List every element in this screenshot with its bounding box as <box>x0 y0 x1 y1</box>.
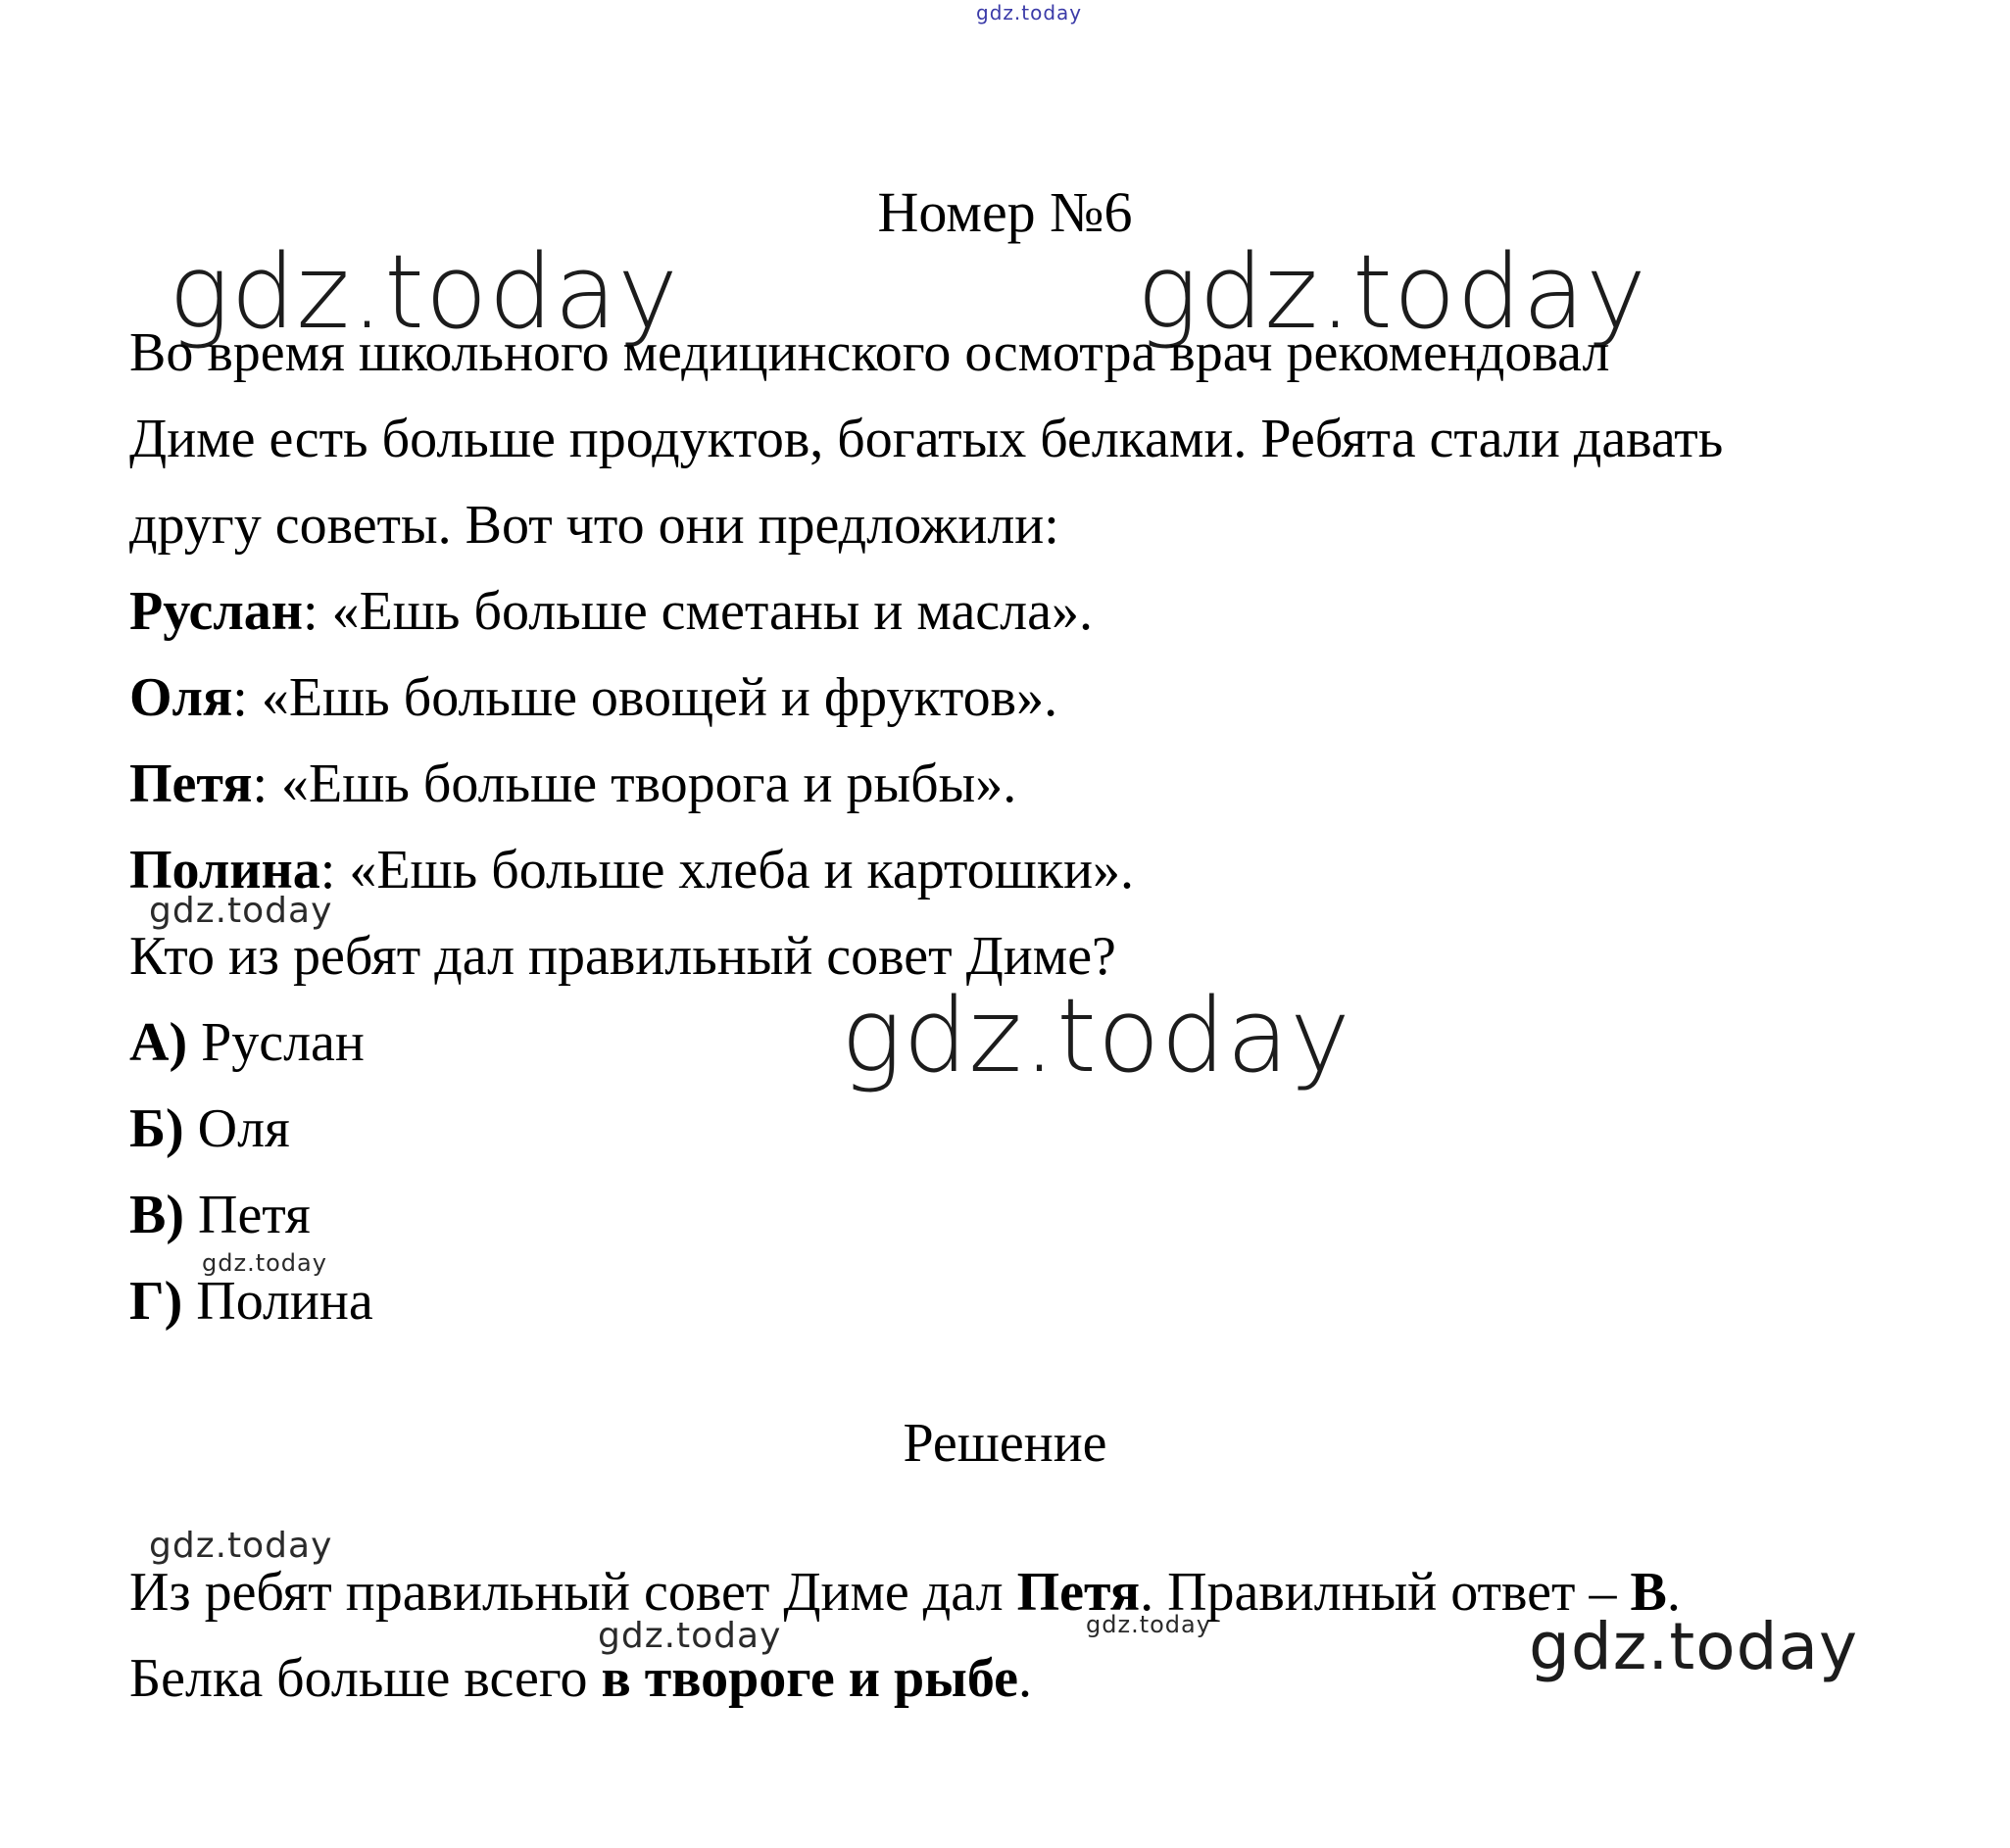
option-g <box>129 1269 373 1334</box>
advice-olya <box>129 665 1057 730</box>
watermark-top: gdz.today <box>976 1 1083 24</box>
intro-line-2: Диме есть больше продуктов, богатых белками. Ребята стали давать <box>129 409 1724 469</box>
watermark-large-center: gdz.today <box>841 976 1351 1095</box>
option-text: Оля <box>183 1098 290 1159</box>
intro-line-3: другу советы. Вот что они предложили: <box>129 495 1059 556</box>
option-text: Петя <box>184 1185 311 1245</box>
watermark-large-right: gdz.today <box>1137 232 1647 352</box>
advice-name: Оля <box>129 667 233 728</box>
solution-line-2 <box>129 1646 1032 1711</box>
solution-text: . <box>1018 1648 1033 1709</box>
advice-text: : «Ешь больше хлеба и картошки». <box>319 840 1135 900</box>
advice-polina <box>129 838 1134 902</box>
intro-line-1: Во время школьного медицинского осмотра врач рекомендовал <box>129 322 1610 383</box>
solution-text: Из ребят правильный совет Диме дал <box>129 1562 1017 1623</box>
watermark-medium-right: gdz.today <box>1529 1609 1859 1684</box>
option-v <box>129 1183 311 1247</box>
watermark-large-left: gdz.today <box>169 232 679 352</box>
option-letter: А) <box>129 1012 188 1073</box>
option-a <box>129 1010 365 1075</box>
advice-name: Петя <box>129 754 253 814</box>
solution-answer: В <box>1630 1562 1667 1623</box>
advice-name: Руслан <box>129 581 304 642</box>
advice-petya <box>129 752 1016 816</box>
question: Кто из ребят дал правильный совет Диме? <box>129 926 1116 987</box>
solution-text: Белка больше всего <box>129 1648 602 1709</box>
watermark-small-5: gdz.today <box>598 1616 782 1656</box>
option-letter: Б) <box>129 1098 184 1159</box>
advice-text: : «Ешь больше сметаны и масла». <box>303 581 1093 642</box>
solution-heading: Решение <box>903 1413 1107 1474</box>
watermark-small-1: gdz.today <box>149 891 333 931</box>
option-text: Руслан <box>187 1012 365 1073</box>
watermark-small-2: gdz.today <box>202 1249 327 1277</box>
watermark-small-4: gdz.today <box>1086 1611 1211 1638</box>
option-b <box>129 1096 290 1161</box>
option-letter: В) <box>129 1185 184 1245</box>
solution-bold: Петя <box>1016 1562 1141 1623</box>
solution-text: . Правилный ответ – <box>1140 1562 1631 1623</box>
option-letter: Г) <box>129 1271 183 1332</box>
advice-name: Полина <box>129 840 320 900</box>
solution-bold: в твороге и рыбе <box>601 1648 1019 1709</box>
advice-text: : «Ешь больше овощей и фруктов». <box>232 667 1058 728</box>
page-title: Номер №6 <box>877 180 1133 244</box>
watermark-small-3: gdz.today <box>149 1526 333 1566</box>
advice-text: : «Ешь больше творога и рыбы». <box>252 754 1017 814</box>
solution-text: . <box>1666 1562 1681 1623</box>
solution-line-1 <box>129 1560 1681 1625</box>
option-text: Полина <box>182 1271 373 1332</box>
advice-ruslan <box>129 579 1093 644</box>
